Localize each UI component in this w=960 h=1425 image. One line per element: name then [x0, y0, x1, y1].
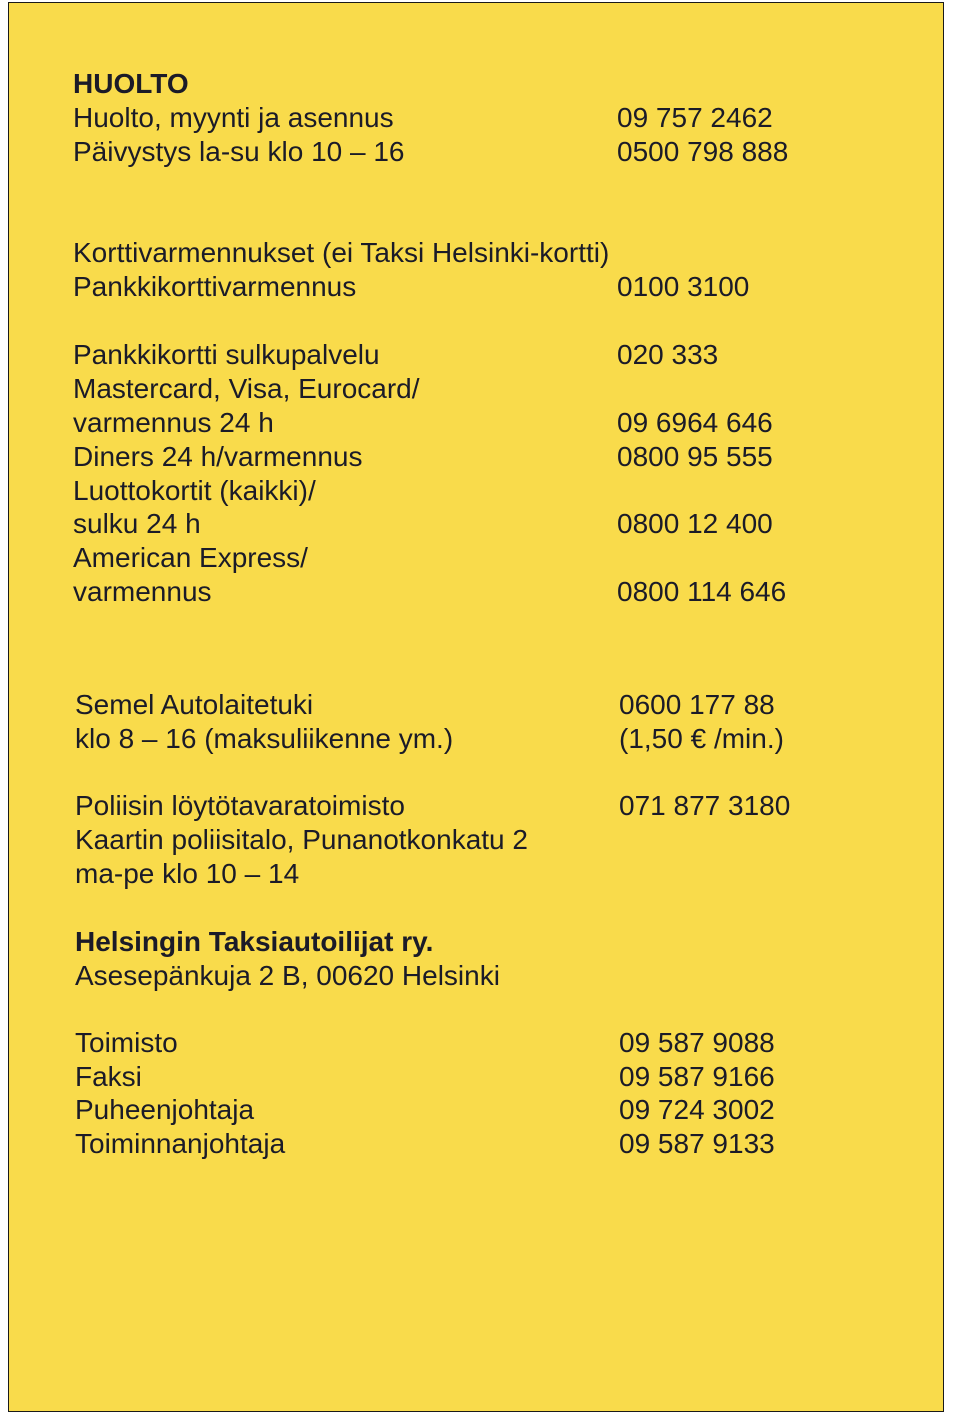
pankkikorttivarmennus-phone: 0100 3100 [617, 271, 750, 302]
huolto-row-label: Huolto, myynti ja asennus [73, 102, 394, 133]
toiminnanjohtaja-label: Toiminnanjohtaja [75, 1128, 286, 1159]
pankkikorttivarmennus-label: Pankkikorttivarmennus [73, 271, 357, 302]
semel-phone: 0600 177 88 [619, 689, 775, 720]
toiminnanjohtaja-phone: 09 587 9133 [619, 1128, 775, 1159]
diners-phone: 0800 95 555 [617, 441, 773, 472]
mastercard-label: Mastercard, Visa, Eurocard/ [73, 373, 420, 404]
sulkupalvelu-label: Pankkikortti sulkupalvelu [73, 339, 380, 370]
amex-label: American Express/ [73, 542, 308, 573]
mastercard-varmennus-phone: 09 6964 646 [617, 407, 773, 438]
sulkupalvelu-phone: 020 333 [617, 339, 719, 370]
toimisto-label: Toimisto [75, 1027, 178, 1058]
puheenjohtaja-phone: 09 724 3002 [619, 1094, 775, 1125]
paivystys-row-label: Päivystys la-su klo 10 – 16 [73, 136, 405, 167]
semel-hours-label: klo 8 – 16 (maksuliikenne ym.) [75, 723, 454, 754]
paivystys-row-phone: 0500 798 888 [617, 136, 789, 167]
poliisi-address: Kaartin poliisitalo, Punanotkonkatu 2 [75, 824, 528, 855]
association-name: Helsingin Taksiautoilijat ry. [75, 926, 434, 957]
poliisi-phone: 071 877 3180 [619, 790, 791, 821]
contact-card [8, 2, 944, 1412]
kortit-heading: Korttivarmennukset (ei Taksi Helsinki-kortti) [73, 237, 610, 268]
luottokortit-sulku-phone: 0800 12 400 [617, 508, 773, 539]
huolto-heading: HUOLTO [73, 68, 189, 99]
faksi-label: Faksi [75, 1061, 142, 1092]
poliisi-label: Poliisin löytötavaratoimisto [75, 790, 405, 821]
puheenjohtaja-label: Puheenjohtaja [75, 1094, 255, 1125]
mastercard-varmennus-label: varmennus 24 h [73, 407, 274, 438]
diners-label: Diners 24 h/varmennus [73, 441, 363, 472]
toimisto-phone: 09 587 9088 [619, 1027, 775, 1058]
semel-price: (1,50 € /min.) [619, 723, 784, 754]
luottokortit-sulku-label: sulku 24 h [73, 508, 201, 539]
semel-label: Semel Autolaitetuki [75, 689, 314, 720]
huolto-row-phone: 09 757 2462 [617, 102, 773, 133]
association-address: Asesepänkuja 2 B, 00620 Helsinki [75, 960, 500, 991]
poliisi-hours: ma-pe klo 10 – 14 [75, 858, 300, 889]
amex-varmennus-label: varmennus [73, 576, 212, 607]
amex-varmennus-phone: 0800 114 646 [617, 576, 787, 607]
faksi-number: 09 587 9166 [619, 1061, 775, 1092]
luottokortit-label: Luottokortit (kaikki)/ [73, 475, 316, 506]
